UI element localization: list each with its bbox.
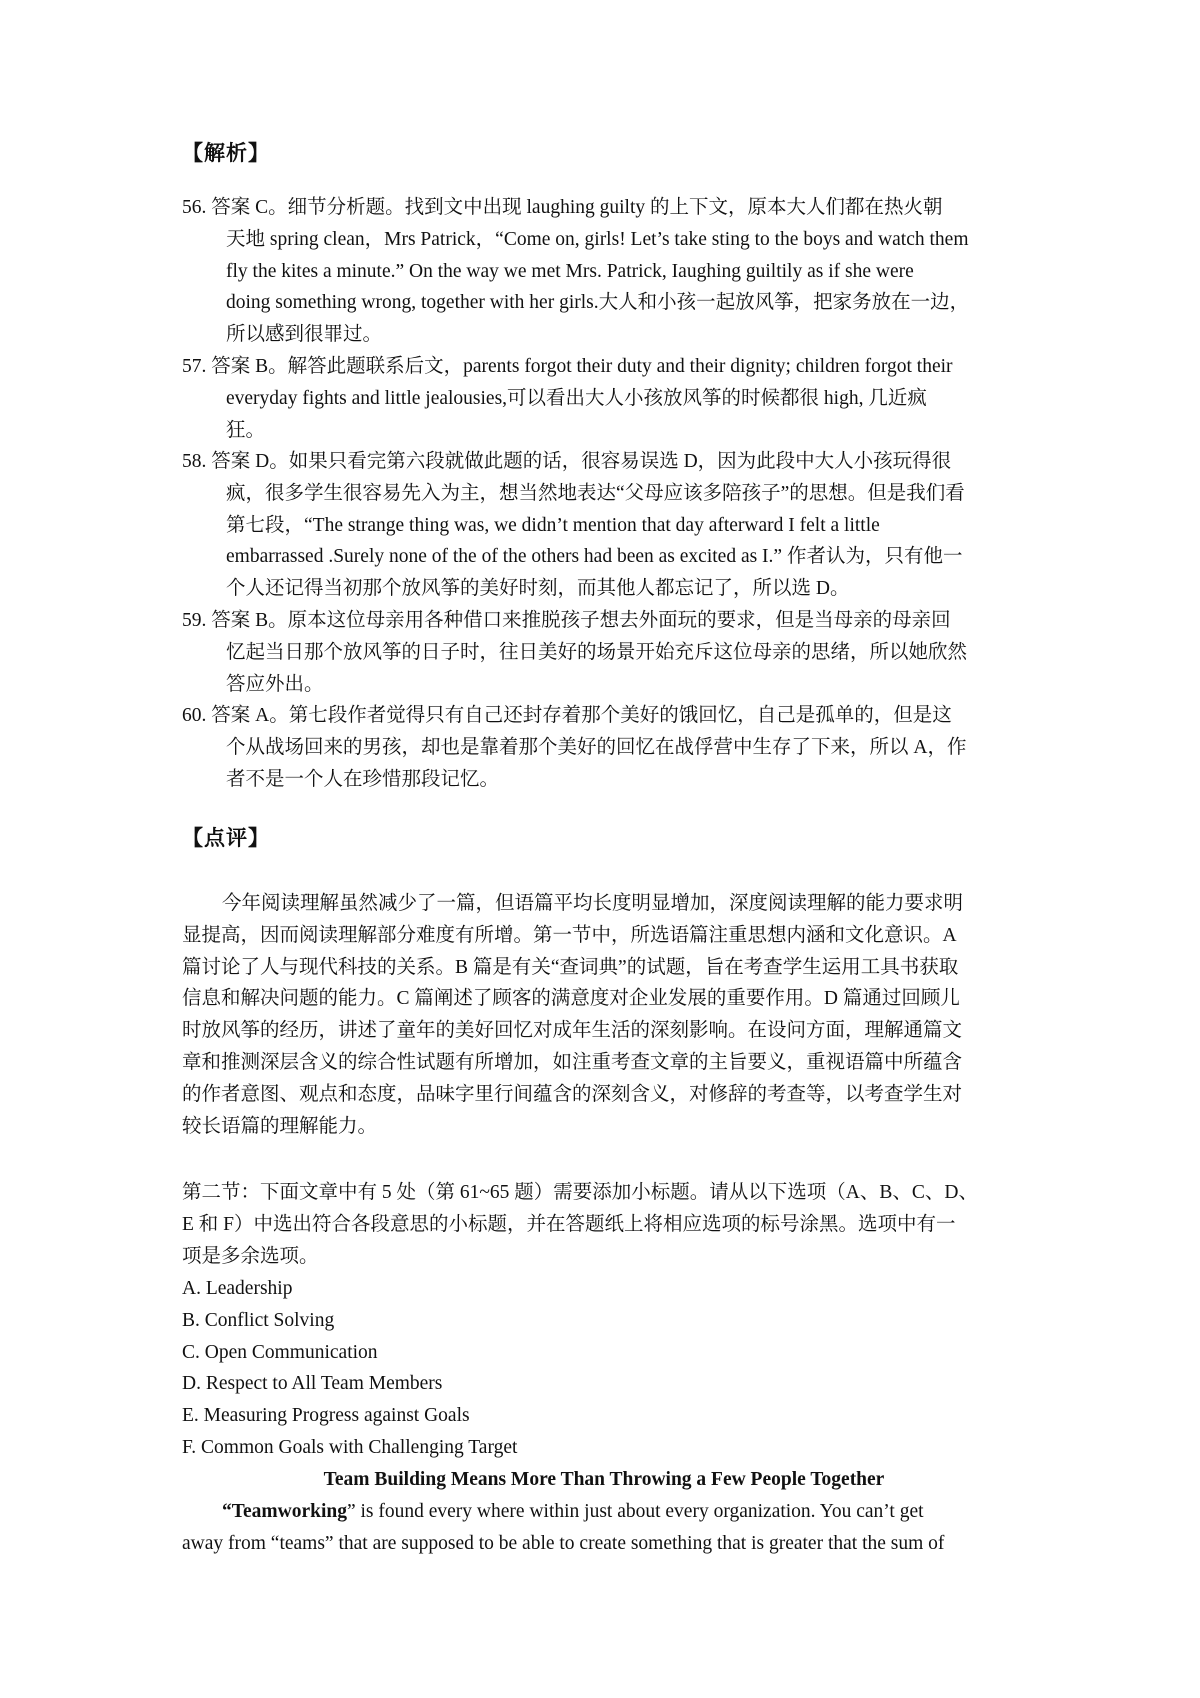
answer-58-first-line xyxy=(182,446,1022,478)
answer-58-line: 第七段，“The strange thing was, we didn’t mention that day afterward I felt a little xyxy=(226,514,880,536)
answer-56-line: fly the kites a minute.” On the way we met Mrs. Patrick, Iaughing guiltily as if she were xyxy=(226,260,914,282)
answer-58-line: embarrassed .Surely none of the of the others had been as excited as I.” 作者认为，只有他一 xyxy=(226,546,963,568)
answer-58-line: 疯，很多学生很容易先入为主，想当然地表达“父母应该多陪孩子”的思想。但是我们看 xyxy=(226,482,965,504)
option-item: C. Open Communication xyxy=(182,1341,378,1363)
option-item: A. Leadership xyxy=(182,1278,293,1299)
answer-58 xyxy=(182,446,1022,605)
option-item: B. Conflict Solving xyxy=(182,1309,335,1331)
answer-57-text: 答案 B。解答此题联系后文，parents forgot their duty and their dignity; children forgot their xyxy=(211,356,953,377)
analysis-heading: 【解析】 xyxy=(182,141,270,165)
options-list xyxy=(182,1273,517,1464)
article-line-text: ” is found every where within just about every organization. You can’t get xyxy=(346,1501,924,1522)
article-line: away from “teams” that are supposed to be able to create something that is greater that the sum of xyxy=(182,1532,945,1554)
comment-line: 今年阅读理解虽然减少了一篇，但语篇平均长度明显增加，深度阅读理解的能力要求明 xyxy=(222,893,964,914)
answer-57-line: everyday fights and little jealousies,可以看出大人小孩放风筝的时候都很 high, 几近疯 xyxy=(226,387,927,409)
answer-57-first-line xyxy=(182,351,1022,383)
section2-line: 第二节：下面文章中有 5 处（第 61~65 题）需要添加小标题。请从以下选项（A、B、C、D、 xyxy=(182,1182,978,1203)
article-title: Team Building Means More Than Throwing a Few People Together xyxy=(323,1469,885,1490)
comment-line: 较长语篇的理解能力。 xyxy=(182,1115,378,1137)
comment-line: 信息和解决问题的能力。C 篇阐述了顾客的满意度对企业发展的重要作用。D 篇通过回顾儿 xyxy=(182,988,960,1010)
comment-paragraph xyxy=(182,888,1026,1142)
option-item: D. Respect to All Team Members xyxy=(182,1373,443,1395)
answer-59-number: 59. xyxy=(182,610,207,631)
comment-line: 章和推测深层含义的综合性试题有所增加，如注重考查文章的主旨要义，重视语篇中所蕴含 xyxy=(182,1051,963,1073)
answer-59-line: 忆起当日那个放风筝的日子时，往日美好的场景开始充斥这位母亲的思绪，所以她欣然 xyxy=(226,641,968,663)
section2-line: E 和 F）中选出符合各段意思的小标题，并在答题纸上将相应选项的标号涂黑。选项中有一 xyxy=(182,1213,956,1235)
comment-line: 时放风筝的经历，讲述了童年的美好回忆对成年生活的深刻影响。在设问方面，理解通篇文 xyxy=(182,1020,963,1042)
answer-60-first-line xyxy=(182,700,1022,732)
article-body xyxy=(182,1496,1026,1560)
article-bold-word: “Teamworking xyxy=(222,1501,347,1522)
answer-59-line: 答应外出。 xyxy=(226,673,324,695)
option-item: F. Common Goals with Challenging Target xyxy=(182,1436,518,1458)
answer-56-text: 答案 C。细节分析题。找到文中出现 laughing guilty 的上下文，原本大人们都在热火朝 xyxy=(211,197,943,218)
answer-56-line: 天地 spring clean，Mrs Patrick，“Come on, girls! Let’s take sting to the boys and watch them xyxy=(226,228,969,250)
answer-56 xyxy=(182,192,1022,351)
answer-58-number: 58. xyxy=(182,451,207,472)
comment-line: 篇讨论了人与现代科技的关系。B 篇是有关“查词典”的试题，旨在考查学生运用工具书获取 xyxy=(182,956,959,978)
answer-60 xyxy=(182,700,1022,795)
answer-56-line: doing something wrong, together with her girls.大人和小孩一起放风筝，把家务放在一边， xyxy=(226,292,970,314)
answer-58-line: 个人还记得当初那个放风筝的美好时刻，而其他人都忘记了，所以选 D。 xyxy=(226,578,850,600)
answer-60-text: 答案 A。第七段作者觉得只有自己还封存着那个美好的饿回忆，自己是孤单的，但是这 xyxy=(211,705,952,726)
answer-56-line: 所以感到很罪过。 xyxy=(226,324,383,346)
option-item: E. Measuring Progress against Goals xyxy=(182,1405,470,1427)
answer-59-text: 答案 B。原本这位母亲用各种借口来推脱孩子想去外面玩的要求，但是当母亲的母亲回 xyxy=(211,610,951,631)
answer-59 xyxy=(182,605,1022,700)
answer-58-text: 答案 D。如果只看完第六段就做此题的话，很容易误选 D，因为此段中大人小孩玩得很 xyxy=(211,451,952,472)
answer-60-line: 个从战场回来的男孩，却也是靠着那个美好的回忆在战俘营中生存了下来，所以 A，作 xyxy=(226,736,967,758)
answer-57 xyxy=(182,351,1022,446)
answer-60-number: 60. xyxy=(182,705,207,726)
comment-line: 显提高，因而阅读理解部分难度有所增。第一节中，所选语篇注重思想内涵和文化意识。A xyxy=(182,924,957,946)
comment-heading: 【点评】 xyxy=(182,826,270,850)
answer-56-number: 56. xyxy=(182,197,207,218)
comment-line: 的作者意图、观点和态度，品味字里行间蕴含的深刻含义，对修辞的考查等，以考查学生对 xyxy=(182,1083,963,1105)
section2-line: 项是多余选项。 xyxy=(182,1245,319,1267)
answer-57-number: 57. xyxy=(182,356,207,377)
answer-59-first-line xyxy=(182,605,1022,637)
article-line xyxy=(182,1496,1026,1528)
section2-instructions xyxy=(182,1177,1026,1272)
answer-57-line: 狂。 xyxy=(226,419,266,441)
answer-60-line: 者不是一个人在珍惜那段记忆。 xyxy=(226,768,500,790)
answer-56-first-line xyxy=(182,192,1022,224)
